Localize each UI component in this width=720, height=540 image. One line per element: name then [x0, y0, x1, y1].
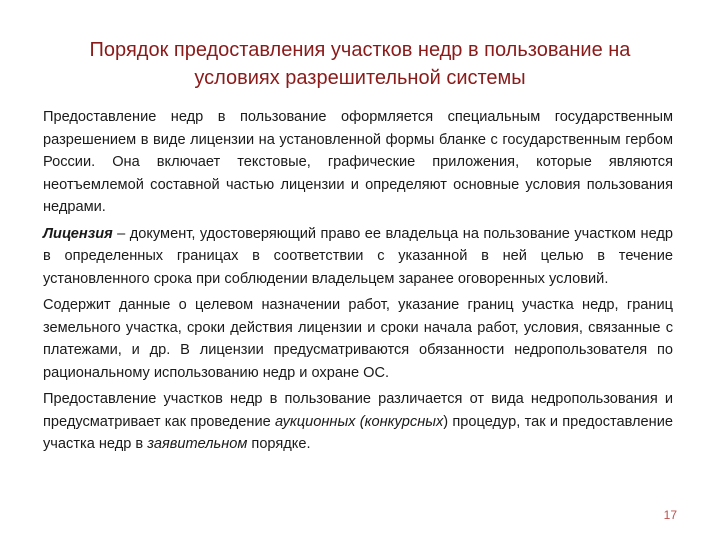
paragraph-license-term — [43, 223, 673, 291]
slide-body — [43, 106, 673, 460]
application-procedure-term: заявительном — [147, 436, 248, 452]
auction-procedure-term: аукционных (конкурсных — [274, 413, 444, 430]
slide-title-line-2: условиях разрешительной системы — [194, 67, 526, 89]
paragraph-allocation-procedure — [43, 388, 673, 456]
paragraph-license-contents: Содержит данные о целевом назначении работ, указание границ участка недр, границ земельного участка, сроки действия лицензии и сроки начала работ, условия, связанные с платежами, и др. В лицензии предусматриваются обязанности недропользователя по рациональному использованию недр и охране ОС. — [43, 297, 673, 381]
page-number: 17 — [663, 508, 677, 522]
license-term-definition: – документ, удостоверяющий право ее владельца на пользование участком недр в определенных границах в соответствии с указанной в ней целью в течение установленного срока при соблюдении владельцем заранее оговоренных условий. — [43, 225, 673, 287]
paragraph-license-definition: Предоставление недр в пользование оформляется специальным государственным разрешением в виде лицензии на установленной формы бланке с государственным гербом России. Она включает текстовые, графические приложения, которые являются неотъемлемой составной частью лицензии и определяют основные условия пользования недрами. — [43, 109, 673, 215]
allocation-text-2: ) процедур, так и предоставление участка недр в — [43, 413, 673, 452]
slide-title-line-1: Порядок предоставления участков недр в пользование на — [89, 39, 631, 61]
allocation-text-1: Предоставление участков недр в пользование различается от вида недропользования и предусматривает как проведение — [43, 391, 673, 430]
license-term: Лицензия — [43, 225, 113, 242]
allocation-text-3: порядке. — [247, 436, 311, 452]
slide-title — [40, 36, 680, 92]
